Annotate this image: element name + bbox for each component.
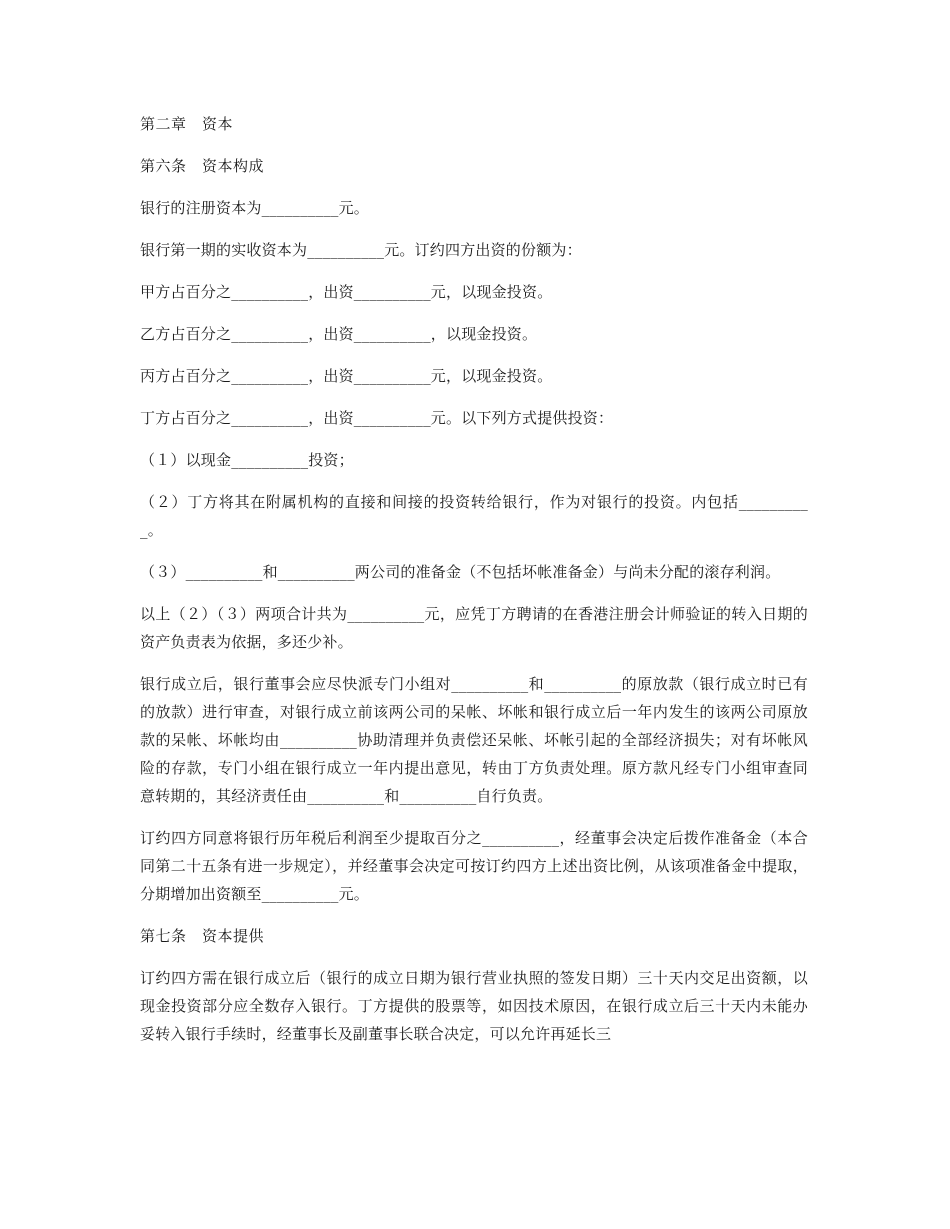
investment-item-2: （２）丁方将其在附属机构的直接和间接的投资转给银行，作为对银行的投资。内包括__________。 [140, 493, 808, 539]
party-c-share-paragraph: 丙方占百分之__________，出资__________元，以现金投资。 [140, 367, 553, 385]
investment-item-3: （３）__________和__________两公司的准备金（不包括坏帐准备金）与尚未分配的滚存利润。 [140, 563, 781, 581]
party-b-share-paragraph: 乙方占百分之__________，出资__________，以现金投资。 [140, 325, 538, 343]
party-a-share-paragraph: 甲方占百分之__________，出资__________元，以现金投资。 [140, 283, 553, 301]
registered-capital-paragraph: 银行的注册资本为__________元。 [140, 199, 370, 217]
document-page [140, 110, 808, 1048]
investment-item-1: （１）以现金__________投资； [140, 451, 354, 469]
article-7-title: 第七条 资本提供 [140, 927, 265, 945]
article-6-title: 第六条 资本构成 [140, 157, 265, 175]
capital-provision-paragraph: 订约四方需在银行成立后（银行的成立日期为银行营业执照的签发日期）三十天内交足出资额，以现金投资部分应全数存入银行。丁方提供的股票等，如因技术原因，在银行成立后三十天内未能办妥转入银行手续时，经董事长及副董事长联合决定，可以允许再延长三 [140, 969, 808, 1043]
party-d-share-paragraph: 丁方占百分之__________，出资__________元。以下列方式提供投资： [140, 409, 614, 427]
total-paragraph: 以上（２）（３）两项合计共为__________元，应凭丁方聘请的在香港注册会计师验证的转入日期的资产负责表为依据，多还少补。 [140, 605, 808, 651]
paid-in-capital-paragraph: 银行第一期的实收资本为__________元。订约四方出资的份额为： [140, 241, 582, 259]
chapter-title: 第二章 资本 [140, 115, 234, 133]
reserve-fund-paragraph: 订约四方同意将银行历年税后利润至少提取百分之__________，经董事会决定后拨作准备金（本合同第二十五条有进一步规定），并经董事会决定可按订约四方上述出资比例，从该项准备金中提取，分期增加出资额至__________元。 [140, 829, 808, 903]
loan-review-paragraph: 银行成立后，银行董事会应尽快派专门小组对__________和__________的原放款（银行成立时已有的放款）进行审查，对银行成立前该两公司的呆帐、坏帐和银行成立后一年内发生的该两公司原放款的呆帐、坏帐均由__________协助清理并负责偿还呆帐、坏帐引起的全部经济损失；对有坏帐风险的存款，专门小组在银行成立一年内提出意见，转由丁方负责处理。原方款凡经专门小组审查同意转期的，其经济责任由__________和__________自行负责。 [140, 675, 808, 805]
